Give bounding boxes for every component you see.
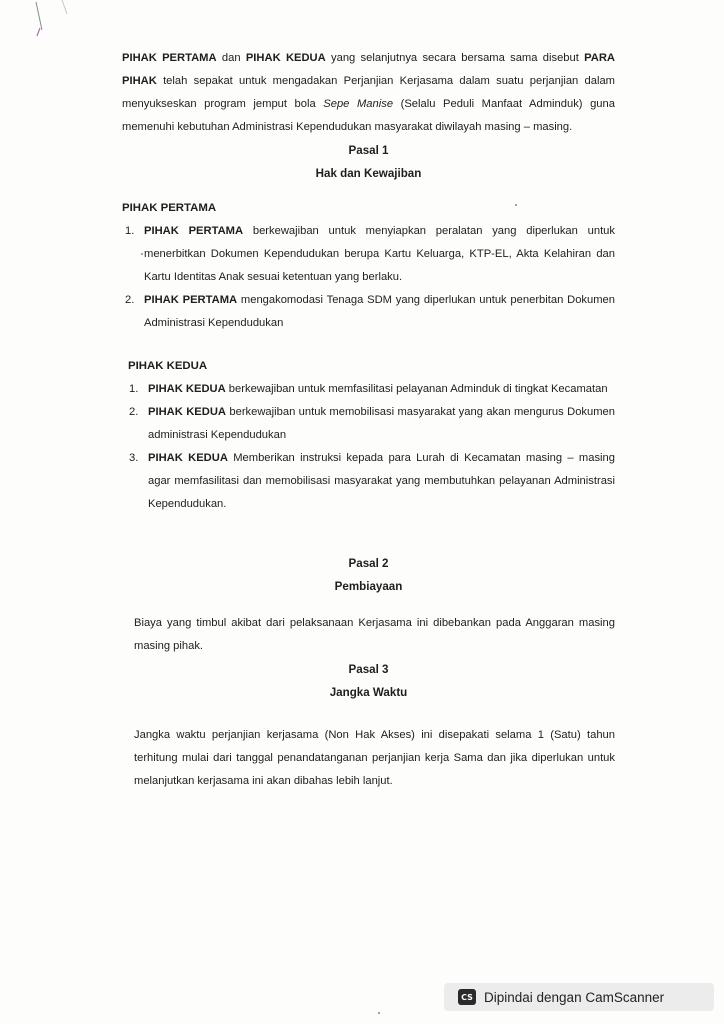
list-item [126,378,615,401]
list-item-text: berkewajiban untuk memobilisasi masyarakat yang akan mengurus Dokumen administrasi Kependudukan [148,406,615,441]
page-fold-mark [0,0,70,50]
list-number: 1. [125,225,135,237]
intro-paragraph [122,47,615,139]
list-number: 2. [125,294,135,306]
pasal3-body: Jangka waktu perjanjian kerjasama (Non Hak Akses) ini disepakati selama 1 (Satu) tahun terhitung mulai dari tanggal penandatanganan perjanjian kerja Sama dan jika diperlukan untuk melanjutkan kerjasama ini akan dibahas lebih lanjut. [134,729,615,787]
list-item-party: PIHAK PERTAMA [144,225,244,237]
pihak-kedua-list [126,378,615,516]
pihak-pertama-heading: PIHAK PERTAMA [122,202,217,214]
list-number: 2. [129,406,139,418]
list-item-text: mengakomodasi Tenaga SDM yang diperlukan untuk penerbitan Dokumen Administrasi Kependudukan [144,294,615,329]
list-item [122,289,615,335]
pasal2-title: Pembiayaan [334,580,403,593]
pasal1-title: Hak dan Kewajiban [315,167,422,180]
intro-text: dan [216,52,246,64]
list-item-party: PIHAK KEDUA [148,406,226,418]
pihak-pertama-list [122,220,615,335]
camscanner-logo-icon: CS [458,989,476,1005]
pasal1-number: Pasal 1 [348,144,389,157]
pihak-kedua-heading: PIHAK KEDUA [128,360,208,372]
list-number: 1. [129,383,139,395]
program-name: Sepe Manise [323,98,394,110]
party-first: PIHAK PERTAMA [122,52,217,64]
list-item-party: PIHAK KEDUA [148,383,226,395]
pasal3-title: Jangka Waktu [329,686,408,699]
intro-text: telah sepakat untuk mengadakan Perjanjian Kerjasama dalam suatu perjanjian dalam menyukseskan program jemput bola [122,75,615,110]
camscanner-watermark [444,983,714,1011]
list-item-text: berkewajiban untuk memfasilitasi pelayanan Adminduk di tingkat Kecamatan [225,383,608,395]
parties: PARA PIHAK [122,52,615,87]
list-item-party: PIHAK PERTAMA [144,294,238,306]
intro-text: (Selalu Peduli Manfaat Adminduk) guna memenuhi kebutuhan Administrasi Kependudukan masyarakat diwilayah masing – masing. [122,98,615,133]
watermark-text: Dipindai dengan CamScanner [484,989,665,1005]
scan-speck [378,1012,380,1014]
list-item [126,401,615,447]
list-item [126,447,615,516]
list-item-text: berkewajiban untuk menyiapkan peralatan yang diperlukan untuk menerbitkan Dokumen Kependudukan berupa Kartu Keluarga, KTP-EL, Akta Kelahiran dan Kartu Identitas Anak sesuai ketentuan yang berlaku. [144,225,615,283]
list-item-text: Memberikan instruksi kepada para Lurah di Kecamatan masing – masing agar memfasilitasi dan memobilisasi masyarakat yang membutuhkan pelayanan Administrasi Kependudukan. [148,452,615,510]
intro-text: yang selanjutnya secara bersama sama disebut [325,52,585,64]
party-second: PIHAK KEDUA [245,52,326,64]
pasal3-number: Pasal 3 [348,663,389,676]
document-body [122,47,615,793]
list-item [122,220,615,289]
list-number: 3. [129,452,139,464]
pasal2-body: Biaya yang timbul akibat dari pelaksanaan Kerjasama ini dibebankan pada Anggaran masing masing pihak. [134,617,615,652]
pasal2-number: Pasal 2 [348,557,389,570]
list-item-party: PIHAK KEDUA [148,452,228,464]
